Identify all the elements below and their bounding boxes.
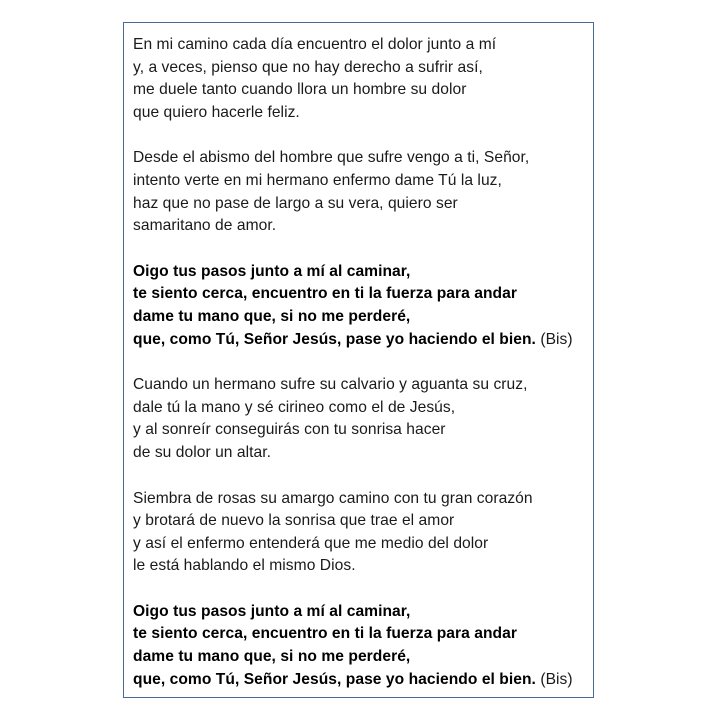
repeat-note: (Bis) (535, 330, 573, 348)
lyric-text: y brotará de nuevo la sonrisa que trae el amor (133, 512, 455, 530)
lyric-line (133, 329, 589, 352)
lyric-text: de su dolor un altar. (133, 443, 272, 461)
lyric-line (133, 623, 589, 646)
verse-stanza (133, 147, 589, 237)
lyric-text: Siembra de rosas su amargo camino con tu gran corazón (133, 489, 533, 507)
lyric-line (133, 601, 589, 624)
lyric-text: dame tu mano que, si no me perderé, (133, 307, 411, 325)
lyric-text: te siento cerca, encuentro en ti la fuerza para andar (133, 625, 517, 643)
stanza-spacer (133, 238, 589, 261)
lyric-line (133, 306, 589, 329)
lyric-text: que, como Tú, Señor Jesús, pase yo haciendo el bien. (133, 670, 536, 688)
lyric-text: Oigo tus pasos junto a mí al caminar, (133, 262, 411, 280)
verse-stanza (133, 488, 589, 578)
lyric-text: te siento cerca, encuentro en ti la fuerza para andar (133, 285, 517, 303)
lyric-line (133, 419, 589, 442)
repeat-note: (Bis) (535, 670, 573, 688)
lyric-line (133, 147, 589, 170)
lyric-text: dame tu mano que, si no me perderé, (133, 648, 411, 666)
lyric-text: y al sonreír conseguirás con tu sonrisa hacer (133, 421, 446, 439)
lyric-line (133, 397, 589, 420)
verse-stanza (133, 374, 589, 464)
lyric-line (133, 669, 589, 692)
lyric-text: y, a veces, pienso que no hay derecho a sufrir así, (133, 58, 483, 76)
lyrics-frame (123, 22, 594, 698)
lyric-text: Cuando un hermano sufre su calvario y aguanta su cruz, (133, 376, 528, 394)
lyrics-body (133, 34, 589, 691)
lyric-text: En mi camino cada día encuentro el dolor junto a mí (133, 36, 497, 53)
lyric-text: me duele tanto cuando llora un hombre su dolor (133, 81, 467, 99)
lyric-line (133, 488, 589, 511)
lyric-line (133, 57, 589, 80)
lyric-text: intento verte en mi hermano enfermo dame Tú la luz, (133, 171, 502, 189)
lyric-line (133, 510, 589, 533)
lyric-line (133, 170, 589, 193)
lyric-line (133, 34, 589, 57)
lyric-line (133, 374, 589, 397)
stanza-spacer (133, 124, 589, 147)
lyric-text: que, como Tú, Señor Jesús, pase yo haciendo el bien. (133, 330, 536, 348)
lyric-line (133, 533, 589, 556)
stanza-spacer (133, 351, 589, 374)
lyric-line (133, 261, 589, 284)
chorus-stanza (133, 601, 589, 691)
verse-stanza (133, 34, 589, 124)
lyric-text: Desde el abismo del hombre que sufre vengo a ti, Señor, (133, 149, 530, 167)
lyric-line (133, 442, 589, 465)
lyric-text: que quiero hacerle feliz. (133, 103, 300, 121)
lyric-text: Oigo tus pasos junto a mí al caminar, (133, 602, 411, 620)
lyric-text: samaritano de amor. (133, 217, 277, 235)
lyric-line (133, 102, 589, 125)
lyric-line (133, 283, 589, 306)
chorus-stanza (133, 261, 589, 351)
lyric-line (133, 215, 589, 238)
stanza-spacer (133, 465, 589, 488)
lyric-line (133, 555, 589, 578)
lyric-line (133, 646, 589, 669)
lyric-line (133, 79, 589, 102)
lyric-line (133, 193, 589, 216)
lyric-text: haz que no pase de largo a su vera, quiero ser (133, 194, 458, 212)
lyric-text: y así el enfermo entenderá que me medio del dolor (133, 534, 489, 552)
stanza-spacer (133, 578, 589, 601)
lyric-text: le está hablando el mismo Dios. (133, 557, 356, 575)
lyric-text: dale tú la mano y sé cirineo como el de Jesús, (133, 398, 456, 416)
